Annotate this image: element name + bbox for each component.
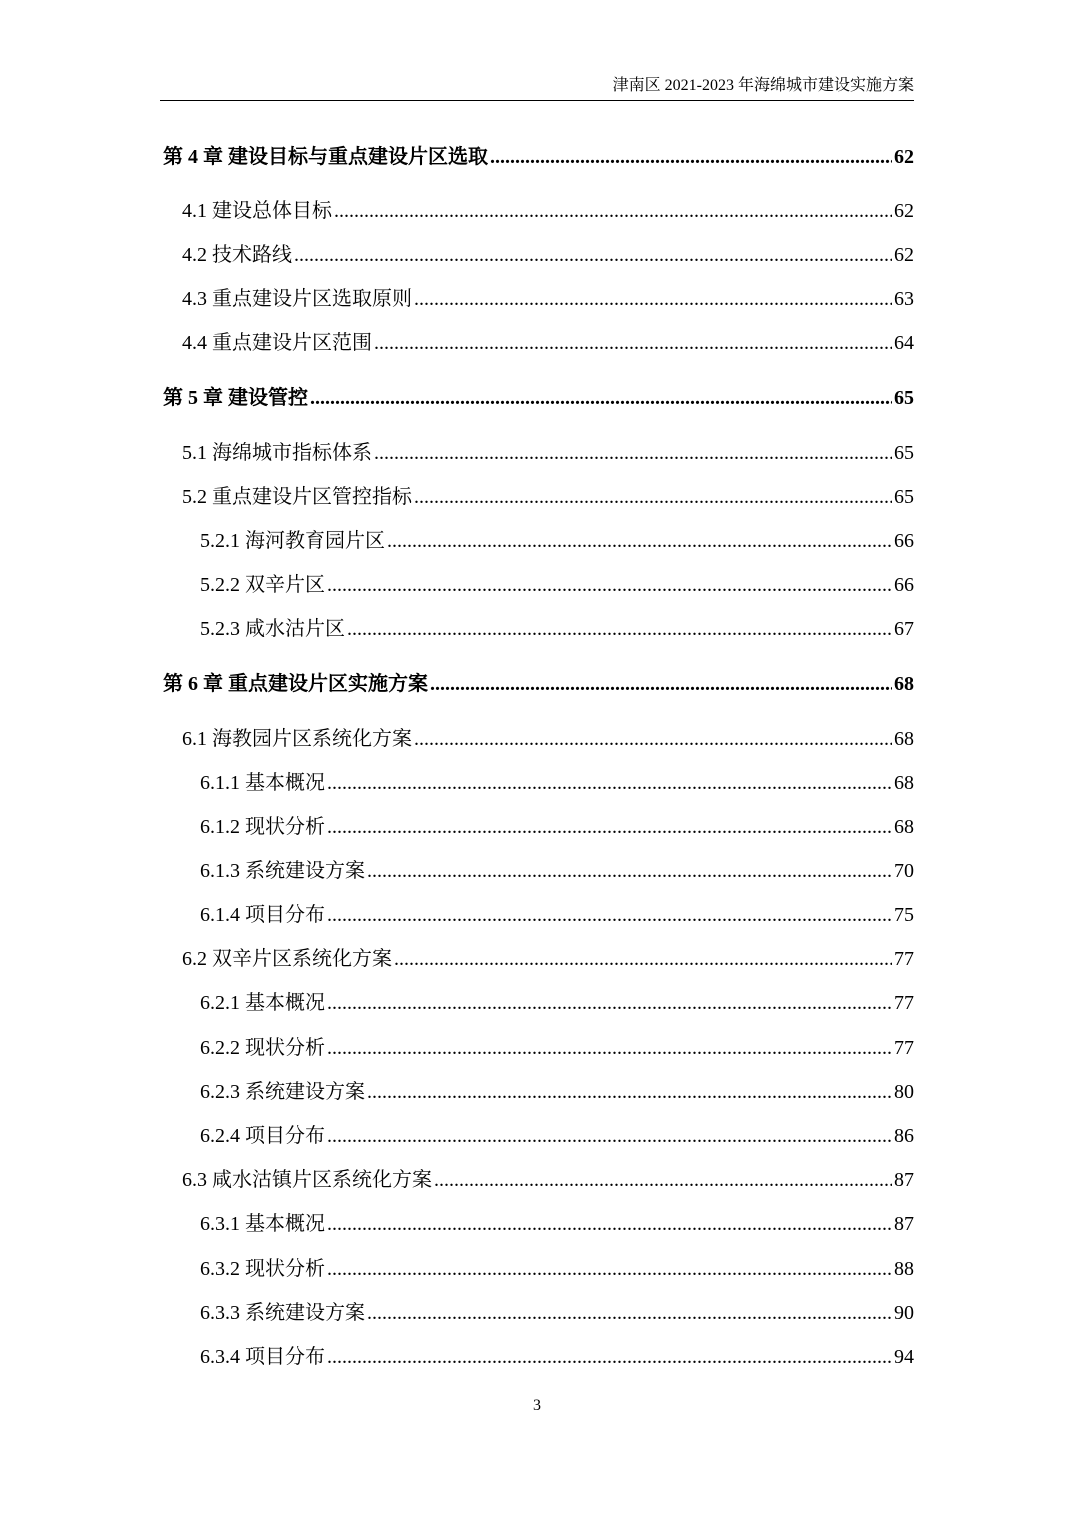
toc-chapter-entry[interactable]: [163, 381, 914, 411]
toc-dot-leader: [394, 946, 892, 972]
toc-dot-leader: [327, 902, 892, 928]
toc-entry-page: 86: [894, 1125, 914, 1147]
toc-dot-leader: [414, 286, 892, 312]
toc-entry-page: 80: [894, 1081, 914, 1103]
toc-entry-title: 5.1 海绵城市指标体系: [182, 442, 372, 464]
toc-section-entry[interactable]: [182, 722, 914, 752]
toc-entry-page: 75: [894, 904, 914, 926]
toc-dot-leader: [327, 572, 892, 598]
toc-entry-title: 第 5 章 建设管控: [163, 387, 308, 409]
toc-entry-title: 6.2 双辛片区系统化方案: [182, 948, 392, 970]
toc-section-entry[interactable]: [182, 282, 914, 312]
toc-section-entry[interactable]: [182, 326, 914, 356]
toc-section-entry[interactable]: [200, 766, 914, 796]
toc-entry-page: 65: [894, 486, 914, 508]
toc-entry-title: 6.2.2 现状分析: [200, 1037, 325, 1059]
toc-section-entry[interactable]: [200, 1075, 914, 1105]
toc-dot-leader: [334, 198, 892, 224]
toc-dot-leader: [414, 726, 892, 752]
toc-entry-title: 第 4 章 建设目标与重点建设片区选取: [163, 146, 488, 168]
toc-entry-title: 4.4 重点建设片区范围: [182, 332, 372, 354]
toc-dot-leader: [327, 770, 892, 796]
toc-entry-page: 66: [894, 574, 914, 596]
toc-section-entry[interactable]: [200, 1207, 914, 1237]
toc-entry-title: 6.2.1 基本概况: [200, 992, 325, 1014]
toc-section-entry[interactable]: [182, 480, 914, 510]
toc-dot-leader: [327, 814, 892, 840]
toc-entry-page: 87: [894, 1169, 914, 1191]
toc-entry-page: 77: [894, 948, 914, 970]
toc-section-entry[interactable]: [200, 1119, 914, 1149]
toc-entry-title: 4.1 建设总体目标: [182, 200, 332, 222]
toc-entry-page: 62: [894, 244, 914, 266]
toc-chapter-entry[interactable]: [163, 667, 914, 697]
toc-entry-title: 6.3.2 现状分析: [200, 1258, 325, 1280]
toc-section-entry[interactable]: [200, 986, 914, 1016]
toc-section-entry[interactable]: [200, 1340, 914, 1370]
toc-entry-title: 6.3 咸水沽镇片区系统化方案: [182, 1169, 432, 1191]
toc-section-entry[interactable]: [200, 612, 914, 642]
running-header: 津南区 2021-2023 年海绵城市建设实施方案: [612, 77, 914, 94]
page-number: 3: [533, 1397, 541, 1414]
toc-dot-leader: [430, 671, 892, 697]
toc-section-entry[interactable]: [200, 854, 914, 884]
toc-dot-leader: [347, 616, 892, 642]
toc-entry-page: 63: [894, 288, 914, 310]
toc-chapter-entry[interactable]: [163, 140, 914, 170]
toc-dot-leader: [327, 1123, 892, 1149]
toc-section-entry[interactable]: [200, 568, 914, 598]
toc-entry-page: 65: [894, 387, 914, 409]
toc-entry-title: 5.2.1 海河教育园片区: [200, 530, 385, 552]
toc-dot-leader: [327, 990, 892, 1016]
toc-dot-leader: [367, 1079, 892, 1105]
toc-dot-leader: [387, 528, 892, 554]
toc-section-entry[interactable]: [200, 1296, 914, 1326]
toc-entry-page: 68: [894, 816, 914, 838]
toc-dot-leader: [490, 144, 892, 170]
toc-section-entry[interactable]: [182, 194, 914, 224]
toc-section-entry[interactable]: [200, 524, 914, 554]
toc-entry-page: 68: [894, 673, 914, 695]
toc-entry-title: 4.2 技术路线: [182, 244, 292, 266]
toc-section-entry[interactable]: [182, 942, 914, 972]
toc-entry-page: 66: [894, 530, 914, 552]
toc-entry-page: 65: [894, 442, 914, 464]
toc-entry-title: 6.3.1 基本概况: [200, 1213, 325, 1235]
toc-section-entry[interactable]: [182, 238, 914, 268]
toc-entry-page: 88: [894, 1258, 914, 1280]
toc-entry-page: 87: [894, 1213, 914, 1235]
toc-entry-title: 6.1.4 项目分布: [200, 904, 325, 926]
toc-entry-page: 77: [894, 1037, 914, 1059]
toc-entry-page: 90: [894, 1302, 914, 1324]
toc-entry-title: 6.2.4 项目分布: [200, 1125, 325, 1147]
toc-section-entry[interactable]: [200, 1031, 914, 1061]
toc-entry-page: 68: [894, 728, 914, 750]
toc-dot-leader: [374, 440, 892, 466]
toc-entry-page: 77: [894, 992, 914, 1014]
toc-dot-leader: [367, 1300, 892, 1326]
toc-entry-title: 6.2.3 系统建设方案: [200, 1081, 365, 1103]
toc-entry-title: 6.3.4 项目分布: [200, 1346, 325, 1368]
toc-dot-leader: [414, 484, 892, 510]
toc-entry-title: 第 6 章 重点建设片区实施方案: [163, 673, 428, 695]
toc-entry-title: 4.3 重点建设片区选取原则: [182, 288, 412, 310]
toc-entry-page: 70: [894, 860, 914, 882]
toc-entry-title: 6.1 海教园片区系统化方案: [182, 728, 412, 750]
toc-section-entry[interactable]: [200, 898, 914, 928]
toc-dot-leader: [327, 1344, 892, 1370]
toc-entry-title: 6.1.3 系统建设方案: [200, 860, 365, 882]
toc-dot-leader: [327, 1211, 892, 1237]
toc-entry-page: 67: [894, 618, 914, 640]
toc-dot-leader: [434, 1167, 892, 1193]
toc-entry-page: 62: [894, 146, 914, 168]
toc-section-entry[interactable]: [182, 1163, 914, 1193]
toc-dot-leader: [294, 242, 892, 268]
toc-entry-title: 5.2.2 双辛片区: [200, 574, 325, 596]
toc-entry-title: 5.2.3 咸水沽片区: [200, 618, 345, 640]
toc-entry-title: 6.1.1 基本概况: [200, 772, 325, 794]
toc-entry-page: 94: [894, 1346, 914, 1368]
toc-entry-title: 6.1.2 现状分析: [200, 816, 325, 838]
toc-dot-leader: [374, 330, 892, 356]
toc-dot-leader: [327, 1035, 892, 1061]
toc-dot-leader: [367, 858, 892, 884]
toc-entry-page: 68: [894, 772, 914, 794]
toc-dot-leader: [327, 1256, 892, 1282]
toc-section-entry[interactable]: [200, 810, 914, 840]
toc-section-entry[interactable]: [200, 1252, 914, 1282]
toc-dot-leader: [310, 385, 892, 411]
toc-entry-page: 64: [894, 332, 914, 354]
toc-entry-page: 62: [894, 200, 914, 222]
toc-section-entry[interactable]: [182, 436, 914, 466]
toc-entry-title: 6.3.3 系统建设方案: [200, 1302, 365, 1324]
toc-entry-title: 5.2 重点建设片区管控指标: [182, 486, 412, 508]
